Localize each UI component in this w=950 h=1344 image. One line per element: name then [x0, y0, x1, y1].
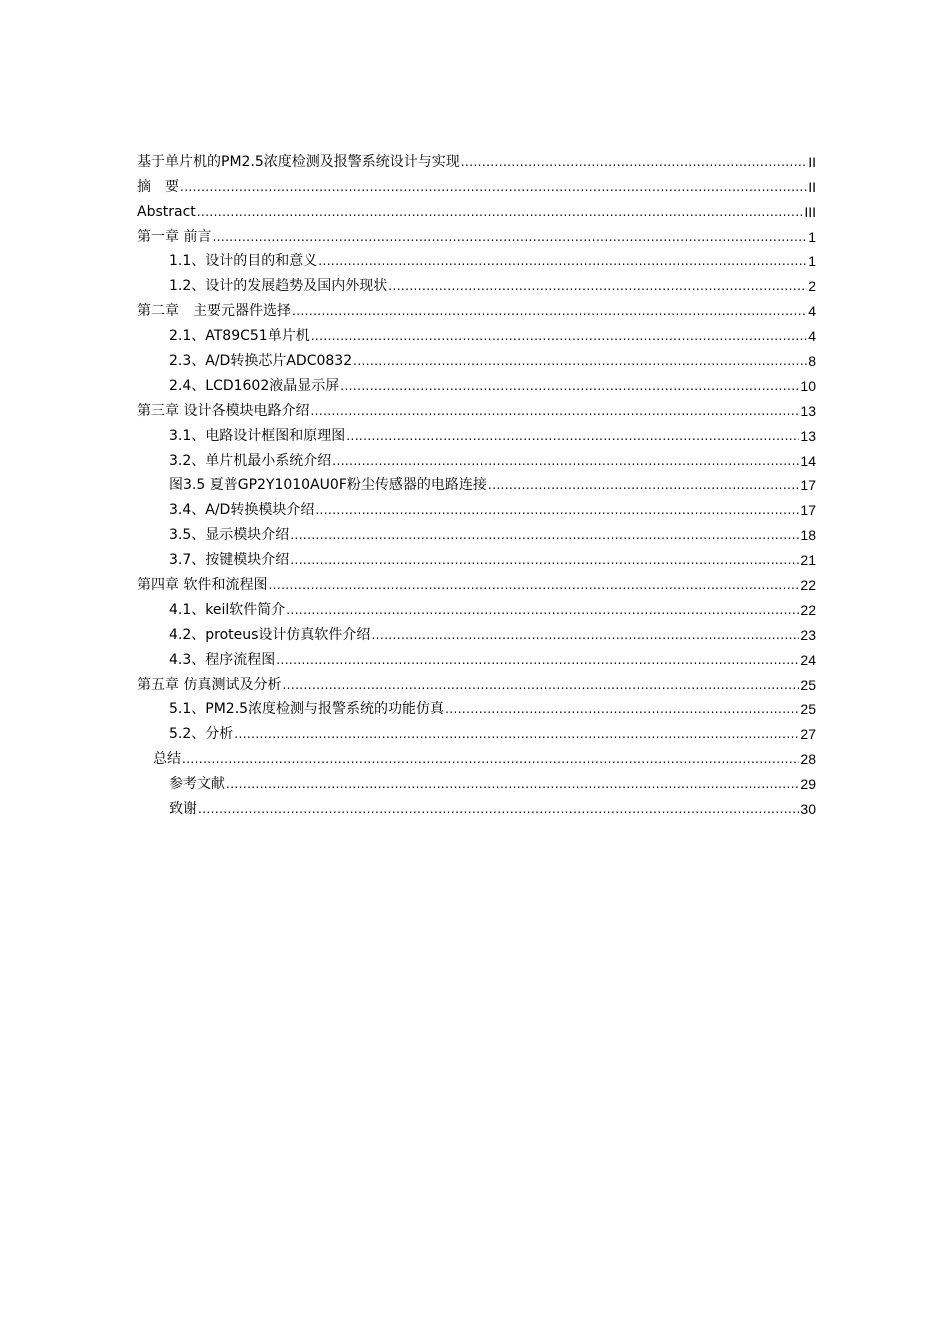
toc-entry-page-number: 18: [800, 527, 816, 544]
toc-entry-title: 2.4、LCD1602液晶显示屏: [169, 377, 340, 394]
toc-entry[interactable]: [137, 446, 816, 471]
toc-dot-leader: [292, 301, 807, 321]
toc-entry-page-number: 30: [800, 801, 816, 818]
toc-entry-page-number: 21: [800, 552, 816, 569]
toc-dot-leader: [286, 600, 799, 620]
toc-entry-page-number: 1: [808, 253, 816, 270]
toc-dot-leader: [212, 227, 807, 247]
toc-dot-leader: [332, 451, 799, 471]
toc-entry-title: 致谢: [169, 801, 197, 818]
toc-entry-page-number: 28: [800, 751, 816, 768]
toc-entry-title: Abstract: [137, 203, 196, 220]
toc-dot-leader: [315, 500, 799, 520]
toc-entry-page-number: 2: [808, 278, 816, 295]
toc-entry[interactable]: [137, 346, 816, 371]
toc-entry[interactable]: [137, 495, 816, 520]
toc-dot-leader: [234, 724, 799, 744]
toc-entry[interactable]: [137, 744, 816, 769]
toc-entry[interactable]: [137, 421, 816, 446]
toc-entry[interactable]: [137, 371, 816, 396]
toc-entry-page-number: II: [808, 153, 816, 170]
toc-entry-page-number: 29: [800, 776, 816, 793]
toc-entry-page-number: III: [804, 203, 816, 220]
toc-dot-leader: [276, 650, 799, 670]
toc-entry[interactable]: [137, 570, 816, 595]
toc-dot-leader: [388, 276, 807, 296]
toc-dot-leader: [180, 177, 807, 197]
toc-dot-leader: [311, 326, 807, 346]
toc-entry-page-number: 24: [800, 651, 816, 668]
toc-dot-leader: [290, 525, 799, 545]
toc-entry-page-number: 13: [800, 427, 816, 444]
toc-entry-page-number: II: [808, 178, 816, 195]
toc-entry[interactable]: [137, 670, 816, 695]
toc-entry-page-number: 14: [800, 452, 816, 469]
toc-entry[interactable]: [137, 172, 816, 197]
toc-dot-leader: [340, 376, 799, 396]
toc-entry-title: 5.1、PM2.5浓度检测与报警系统的功能仿真: [169, 701, 445, 718]
toc-entry-title: 4.1、keil软件简介: [169, 601, 286, 618]
toc-entry-title: 2.1、AT89C51单片机: [169, 328, 310, 345]
toc-entry-page-number: 4: [808, 328, 816, 345]
toc-entry[interactable]: [137, 695, 816, 720]
toc-entry-title: 图3.5 夏普GP2Y1010AU0F粉尘传感器的电路连接: [169, 477, 487, 494]
toc-entry-page-number: 22: [800, 601, 816, 618]
toc-dot-leader: [182, 749, 799, 769]
toc-entry-title: 第二章 主要元器件选择: [137, 303, 291, 320]
toc-entry-title: 1.1、设计的目的和意义: [169, 253, 318, 270]
toc-entry[interactable]: [137, 222, 816, 247]
toc-entry-title: 1.2、设计的发展趋势及国内外现状: [169, 278, 388, 295]
toc-entry-page-number: 10: [800, 377, 816, 394]
toc-entry-title: 总结: [153, 751, 181, 768]
toc-entry-title: 参考文献: [169, 776, 225, 793]
toc-entry[interactable]: [137, 321, 816, 346]
toc-dot-leader: [226, 774, 799, 794]
toc-entry-page-number: 13: [800, 402, 816, 419]
toc-entry-title: 第三章 设计各模块电路介绍: [137, 402, 310, 419]
toc-entry-page-number: 25: [800, 701, 816, 718]
table-of-contents: [137, 147, 816, 819]
toc-entry-page-number: 22: [800, 577, 816, 594]
toc-entry-title: 第四章 软件和流程图: [137, 577, 268, 594]
toc-dot-leader: [198, 799, 799, 819]
toc-entry-title: 2.3、A/D转换芯片ADC0832: [169, 353, 353, 370]
toc-entry-title: 4.2、proteus设计仿真软件介绍: [169, 626, 371, 643]
toc-entry-page-number: 1: [808, 228, 816, 245]
toc-entry[interactable]: [137, 794, 816, 819]
toc-entry[interactable]: [137, 147, 816, 172]
toc-entry-title: 3.5、显示模块介绍: [169, 527, 290, 544]
toc-dot-leader: [371, 625, 799, 645]
toc-dot-leader: [318, 251, 807, 271]
toc-entry[interactable]: [137, 620, 816, 645]
toc-entry-title: 第一章 前言: [137, 228, 212, 245]
toc-entry[interactable]: [137, 471, 816, 496]
toc-entry-title: 3.2、单片机最小系统介绍: [169, 452, 332, 469]
toc-entry[interactable]: [137, 545, 816, 570]
toc-dot-leader: [282, 675, 799, 695]
toc-entry-title: 基于单片机的PM2.5浓度检测及报警系统设计与实现: [137, 153, 460, 170]
toc-entry-page-number: 27: [800, 726, 816, 743]
toc-dot-leader: [197, 202, 804, 222]
toc-entry-title: 3.4、A/D转换模块介绍: [169, 502, 315, 519]
toc-entry[interactable]: [137, 296, 816, 321]
toc-entry-title: 3.7、按键模块介绍: [169, 552, 290, 569]
toc-dot-leader: [310, 401, 799, 421]
toc-entry[interactable]: [137, 520, 816, 545]
toc-entry[interactable]: [137, 645, 816, 670]
toc-entry-page-number: 17: [800, 502, 816, 519]
toc-entry-page-number: 4: [808, 303, 816, 320]
toc-entry[interactable]: [137, 197, 816, 222]
toc-dot-leader: [461, 152, 807, 172]
toc-entry-page-number: 23: [800, 626, 816, 643]
toc-entry[interactable]: [137, 769, 816, 794]
toc-entry[interactable]: [137, 595, 816, 620]
toc-entry[interactable]: [137, 271, 816, 296]
toc-entry[interactable]: [137, 719, 816, 744]
toc-entry-title: 4.3、程序流程图: [169, 651, 276, 668]
toc-entry-page-number: 8: [808, 353, 816, 370]
toc-entry[interactable]: [137, 247, 816, 272]
toc-dot-leader: [445, 699, 799, 719]
toc-dot-leader: [268, 575, 799, 595]
toc-entry-title: 5.2、分析: [169, 726, 234, 743]
toc-dot-leader: [346, 426, 799, 446]
toc-entry[interactable]: [137, 396, 816, 421]
toc-entry-title: 第五章 仿真测试及分析: [137, 676, 282, 693]
toc-dot-leader: [488, 475, 800, 495]
toc-entry-page-number: 25: [800, 676, 816, 693]
toc-dot-leader: [353, 351, 807, 371]
toc-entry-page-number: 17: [800, 477, 816, 494]
toc-dot-leader: [290, 550, 799, 570]
toc-entry-title: 3.1、电路设计框图和原理图: [169, 427, 346, 444]
toc-entry-title: 摘 要: [137, 178, 179, 195]
